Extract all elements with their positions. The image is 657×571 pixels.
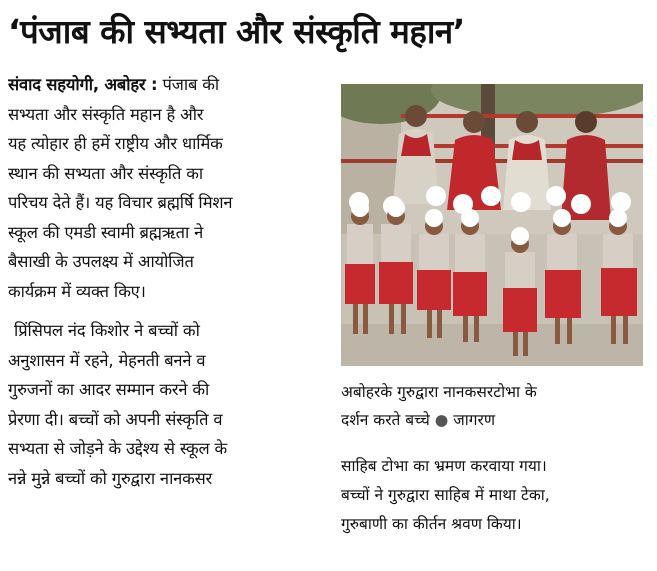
photo-caption [341,378,651,434]
para1-line-2: यह त्योहार ही हमें राष्ट्रीय और धार्मिक [8,134,223,153]
para2-line-4: सभ्यता से जोड़ने के उद्देश्य से स्कूल के [8,439,228,458]
para2-line-0: प्रिंसिपल नंद किशोर ने बच्चों को [14,321,200,340]
caption-line-0: अबोहरके गुरुद्वारा नानकसरटोभा के [341,383,537,401]
para1-line [8,70,330,100]
caption-line-1-text: दर्शन करते बच्चे [341,411,430,429]
caption-credit: जागरण [453,411,496,429]
article-right-column [341,452,653,539]
para1-line-7: कार्यक्रम में व्यक्त किए। [8,281,146,301]
group-photo [341,84,643,366]
para1-line-4: परिचय देते हैं। यह विचार ब्रह्मर्षि मिशन [8,193,233,212]
para2-line-3: प्रेरणा दी। बच्चों को अपनी संस्कृति व [8,409,223,429]
caption-line-1 [341,406,651,434]
article-left-column [8,70,330,493]
right-line-2: गुरुबाणी का कीर्तन श्रवण किया। [341,515,522,533]
bullet-icon: ● [434,411,449,429]
para1-line-6: बैसाखी के उपलक्ष्य में आयोजित [8,252,194,271]
right-line-1: बच्चों ने गुरुद्वारा साहिब में माथा टेका, [341,486,550,504]
para2-line-1: अनुशासन में रहने, मेहनती बनने व [8,350,206,370]
para2-line-5: नन्ने मुन्ने बच्चों को गुरुद्वारा नानकसर [8,468,213,488]
para1-line-3: स्थान की सभ्यता और संस्कृति का [8,163,203,183]
right-line-0: साहिब टोभा का भ्रमण करवाया गया। [341,457,547,475]
byline: संवाद सहयोगी, अबोहर : [8,75,158,94]
para2-line-2: गुरुजनों का आदर सम्मान करने की [8,380,210,399]
para1-line-5: स्कूल की एमडी स्वामी ब्रह्मऋता ने [8,222,204,242]
para1-line-0: पंजाब की [157,75,219,94]
headline: ‘पंजाब की सभ्यता और संस्कृति महान’ [8,12,465,51]
para1-line-1: सभ्यता और संस्कृति महान है और [8,104,204,124]
